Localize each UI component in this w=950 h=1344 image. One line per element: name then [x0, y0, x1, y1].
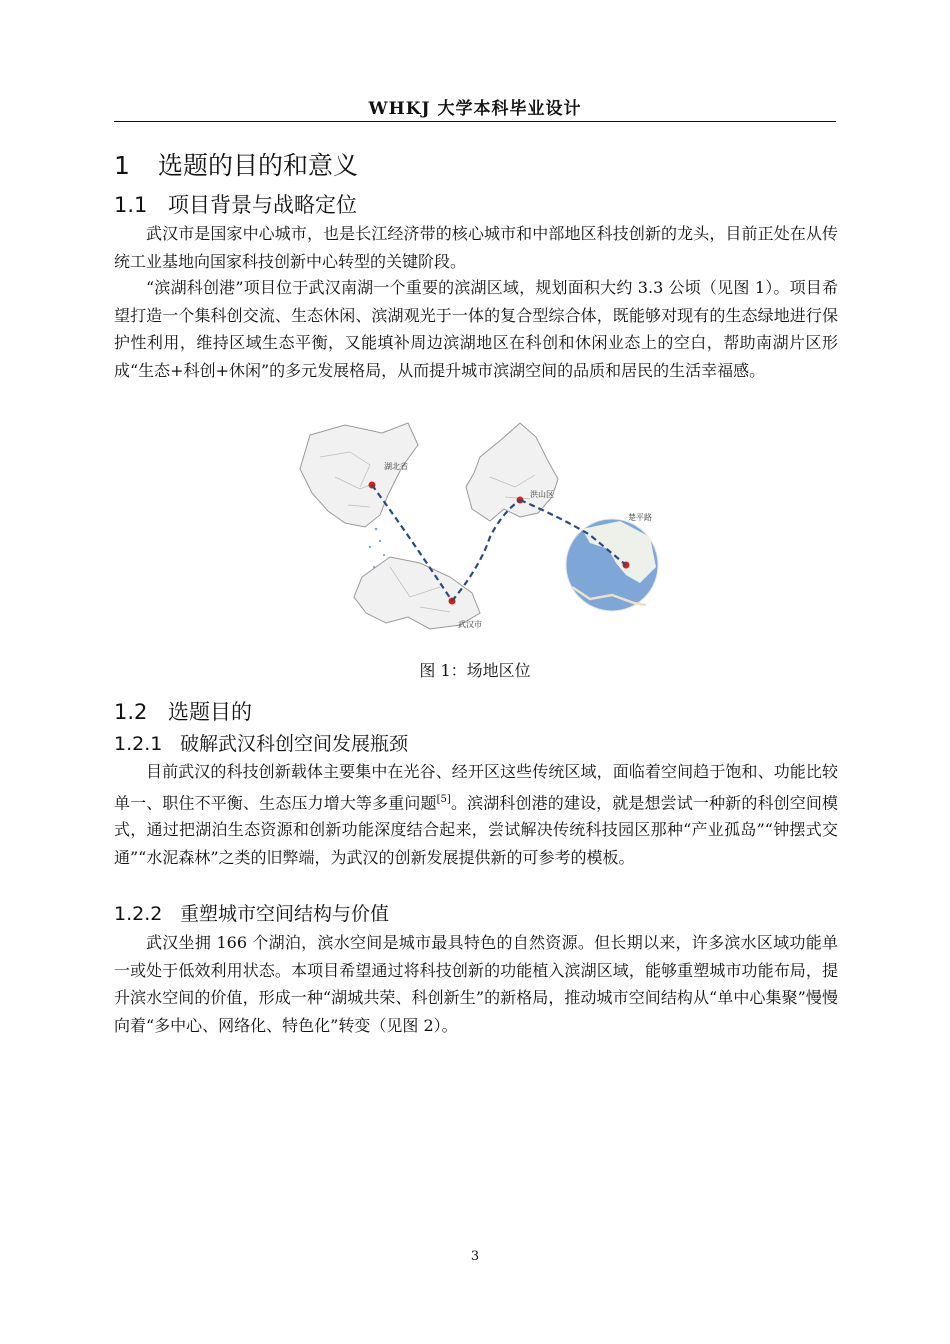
paragraph — [114, 758, 838, 871]
section-number: 1.2.2 — [114, 903, 163, 925]
section-1-1-heading — [114, 189, 357, 219]
section-title: 选题的目的和意义 — [158, 151, 359, 180]
site-location-map — [290, 417, 680, 647]
section-1-2-1-heading — [114, 729, 408, 756]
section-1-heading — [114, 146, 358, 182]
paragraph-text: 目前武汉的科技创新载体主要集中在光谷、经开区这些传统区域，面临着空间趋于饱和、功能比较单一、职住不平衡、生态压力增大等多重问题 — [114, 762, 838, 812]
section-title: 选题目的 — [168, 700, 252, 724]
site-location-figure — [290, 417, 680, 647]
header-rule — [114, 121, 836, 122]
section-1-2-heading — [114, 696, 252, 726]
section-number: 1.2.1 — [114, 733, 163, 755]
district-label: 洪山区 — [530, 490, 554, 499]
hubei-map — [354, 557, 480, 629]
city-label: 武汉市 — [458, 620, 482, 629]
section-title: 重塑城市空间结构与价值 — [180, 903, 390, 925]
province-label: 湖北省 — [384, 462, 408, 471]
figure-caption: 图 1：场地区位 — [419, 661, 531, 680]
paragraph-text: 。滨湖科创港的建设，就是想尝试一种新的科创空间模式，通过把湖泊生态资源和创新功能深度结合起来，尝试解决传统科技园区那种“产业孤岛”“钟摆式交通”“水泥森林”之类的旧弊端，为武汉的创新发展提供新的可参考的模板。 — [114, 792, 838, 867]
section-title: 破解武汉科创空间发展瓶颈 — [180, 733, 409, 755]
page-header: WHKJ 大学本科毕业设计 — [368, 99, 582, 119]
paragraph: 武汉坐拥 166 个湖泊，滨水空间是城市最具特色的自然资源。但长期以来，许多滨水区域功能单一或处于低效利用状态。本项目希望通过将科技创新的功能植入滨湖区域，能够重塑城市功能布局，提升滨水空间的价值，形成一种“湖城共荣、科创新生”的新格局，推动城市空间结构从“单中心集聚”慢慢向着“多中心、网络化、特色化”转变（见图 2）。 — [114, 933, 838, 1035]
china-map — [300, 423, 418, 527]
section-number: 1 — [114, 151, 130, 180]
section-1-2-2-heading — [114, 899, 389, 926]
road-label: 楚平路 — [628, 513, 652, 522]
paragraph: 武汉市是国家中心城市，也是长江经济带的核心城市和中部地区科技创新的龙头，目前正处在从传统工业基地向国家科技创新中心转型的关键阶段。 — [114, 224, 838, 271]
citation: [5] — [436, 793, 451, 805]
section-number: 1.2 — [114, 700, 148, 724]
paragraph: “滨湖科创港”项目位于武汉南湖一个重要的滨湖区域，规划面积大约 3.3 公顷（见图 1）。项目希望打造一个集科创交流、生态休闲、滨湖观光于一体的复合型综合体，既能够对现有的生态绿地进行保护性利用，维持区域生态平衡，又能填补周边滨湖地区在科创和休闲业态上的空白，帮助南湖片区形成“生态+科创+休闲”的多元发展格局，从而提升城市滨湖空间的品质和居民的生活幸福感。 — [114, 278, 838, 380]
page-number: 3 — [470, 1249, 480, 1264]
section-number: 1.1 — [114, 193, 148, 217]
section-title: 项目背景与战略定位 — [168, 193, 357, 217]
